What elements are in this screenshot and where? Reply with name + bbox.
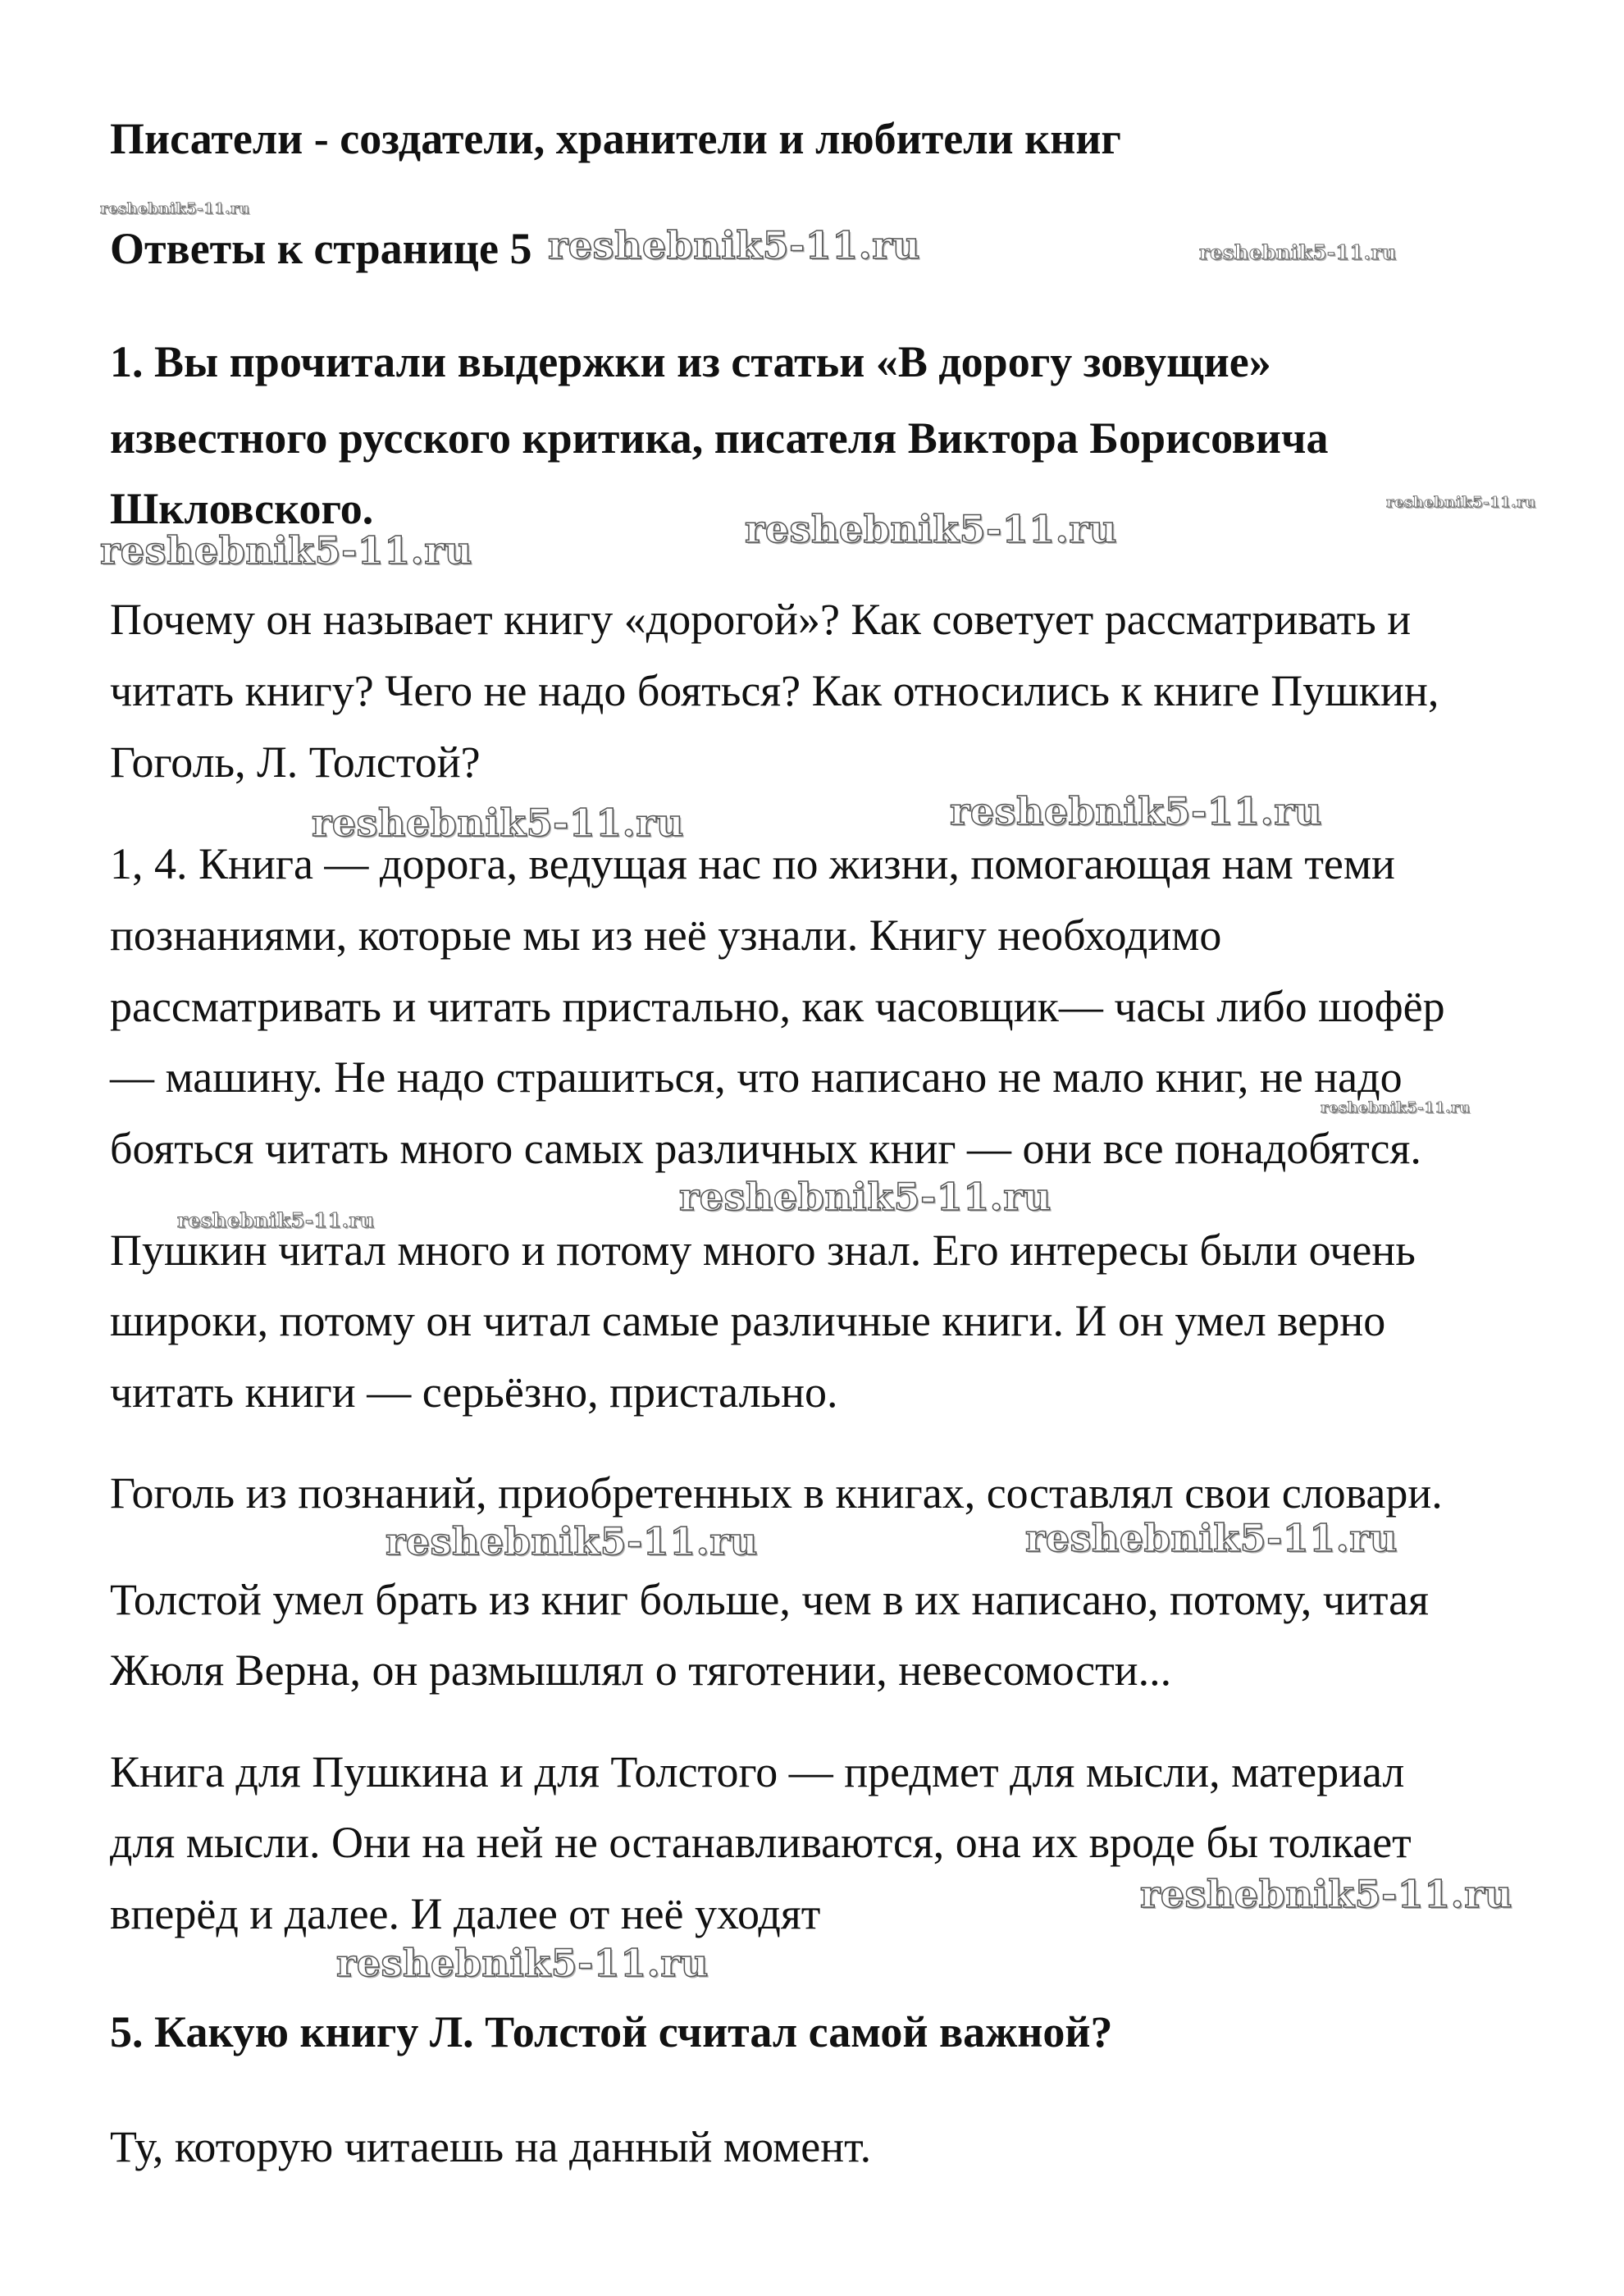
watermark-logo: reshebnik5-11.ru [950, 789, 1322, 833]
question-1-line-3: Шкловского. [110, 484, 374, 533]
question-1-prompt-line-3: Гоголь, Л. Толстой? [110, 737, 481, 787]
question-1-prompt-line-2: читать книгу? Чего не надо бояться? Как относились к книге Пушкин, [110, 666, 1439, 715]
watermark-logo: reshebnik5-11.ru [312, 801, 684, 845]
watermark-logo: reshebnik5-11.ru [1140, 1872, 1512, 1916]
watermark-logo: reshebnik5-11.ru [1025, 1516, 1398, 1560]
watermark-logo: reshebnik5-11.ru [100, 200, 250, 217]
page-title: Писатели - создатели, хранители и любители книг [110, 114, 1121, 163]
watermark-logo: reshebnik5-11.ru [1321, 1099, 1471, 1116]
answer-1-p2-line-2: широки, потому он читал самые различные книги. И он умел верно [110, 1296, 1386, 1345]
answer-1-p2-line-1: Пушкин читал много и потому много знал. Его интересы были очень [110, 1226, 1416, 1275]
answer-1-p2-line-3: читать книги — серьёзно, пристально. [110, 1367, 838, 1417]
question-1-line-1: 1. Вы прочитали выдержки из статьи «В дорогу зовущие» [110, 337, 1271, 386]
answer-1-p3-line-2: Толстой умел брать из книг больше, чем в их написано, потому, читая [110, 1575, 1429, 1624]
answer-1-p3-line-1: Гоголь из познаний, приобретенных в книгах, составлял свои словари. [110, 1468, 1443, 1518]
answer-1-p1-line-1: 1, 4. Книга — дорога, ведущая нас по жизни, помогающая нам теми [110, 839, 1395, 888]
watermark-logo: reshebnik5-11.ru [385, 1519, 758, 1563]
question-1-line-2: известного русского критика, писателя Виктора Борисовича [110, 413, 1329, 463]
watermark-logo: reshebnik5-11.ru [100, 528, 472, 573]
question-5: 5. Какую книгу Л. Толстой считал самой важной? [110, 2007, 1113, 2056]
answer-1-p4-line-1: Книга для Пушкина и для Толстого — предмет для мысли, материал [110, 1747, 1405, 1796]
answer-1-p1-line-5: бояться читать много самых различных книг — они все понадобятся. [110, 1124, 1421, 1173]
watermark-logo: reshebnik5-11.ru [1199, 240, 1397, 264]
answer-1-p1-line-2: познаниями, которые мы из неё узнали. Книгу необходимо [110, 911, 1222, 960]
watermark-logo: reshebnik5-11.ru [336, 1941, 709, 1985]
watermark-logo: reshebnik5-11.ru [1386, 494, 1536, 511]
watermark-logo: reshebnik5-11.ru [679, 1175, 1051, 1219]
answer-1-p3-line-3: Жюля Верна, он размышлял о тяготении, невесомости... [110, 1646, 1172, 1695]
answer-1-p4-line-3: вперёд и далее. И далее от неё уходят [110, 1889, 821, 1938]
page-subtitle: Ответы к странице 5 [110, 224, 532, 273]
watermark-logo: reshebnik5-11.ru [548, 223, 920, 267]
answer-5: Ту, которую читаешь на данный момент. [110, 2122, 872, 2171]
answer-1-p1-line-3: рассматривать и читать пристально, как часовщик— часы либо шофёр [110, 982, 1445, 1031]
answer-1-p1-line-4: — машину. Не надо страшиться, что написано не мало книг, не надо [110, 1052, 1403, 1102]
answer-1-p4-line-2: для мысли. Они на ней не останавливаются, она их вроде бы толкает [110, 1818, 1412, 1867]
question-1-prompt-line-1: Почему он называет книгу «дорогой»? Как советует рассматривать и [110, 595, 1412, 644]
watermark-logo: reshebnik5-11.ru [177, 1208, 375, 1232]
watermark-logo: reshebnik5-11.ru [745, 507, 1117, 551]
